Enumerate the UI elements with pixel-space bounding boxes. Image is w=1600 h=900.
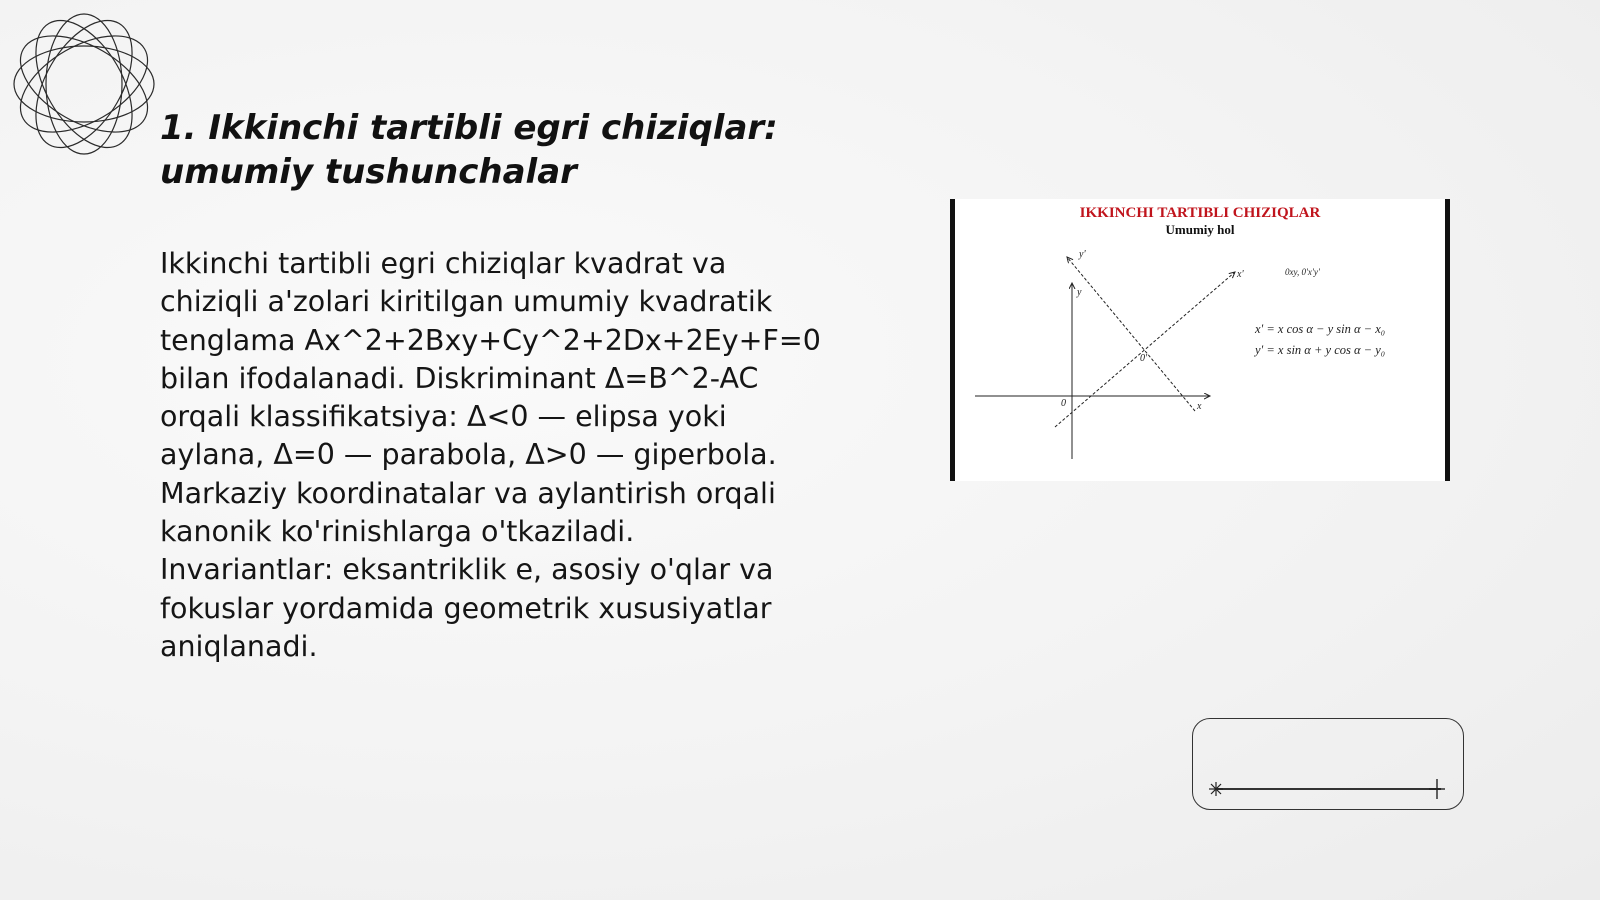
title-line-1: 1. Ikkinchi tartibli egri chiziqlar:: [160, 108, 778, 148]
paragraph-line: aylana, Δ=0 — parabola, Δ>0 — giperbola.: [160, 438, 777, 472]
paragraph-line: kanonik ko'rinishlarga o'tkaziladi.: [160, 515, 635, 549]
paragraph-line: bilan ifodalanadi. Diskriminant Δ=B^2-AC: [160, 361, 759, 395]
coordinate-figure: [950, 199, 1450, 481]
label-x: x: [1197, 401, 1202, 412]
paragraph-line: Invariantlar: eksantriklik e, asosiy o'qlar va: [160, 553, 774, 587]
crosshair-icon[interactable]: [1427, 779, 1447, 799]
paragraph-line: Ikkinchi tartibli egri chiziqlar kvadrat va: [160, 247, 727, 280]
paragraph-line: Markaziy koordinatalar va aylantirish orqali: [160, 476, 776, 510]
rosette-icon: [10, 10, 158, 158]
title-line-2: umumiy tushunchalar: [160, 152, 577, 192]
label-y: y: [1077, 287, 1082, 298]
slider-control[interactable]: [1192, 718, 1464, 810]
axes-diagram: [955, 199, 1445, 481]
label-coordinate-systems: 0xy, 0'x'y': [1285, 267, 1320, 277]
paragraph-line: tenglama Ax^2+2Bxy+Cy^2+2Dx+2Ey+F=0: [160, 323, 821, 357]
slide-title: [160, 106, 840, 194]
slider-track[interactable]: [1215, 788, 1441, 790]
paragraph-line: chiziqli a'zolari kiritilgan umumiy kvadratik: [160, 285, 773, 319]
label-origin: 0: [1061, 398, 1066, 409]
equation-x-prime: x' = x cos α − y sin α − x₀: [1255, 322, 1386, 336]
equation-y-prime: y' = x sin α + y cos α − y₀: [1255, 343, 1386, 357]
sparkle-icon: [1209, 782, 1223, 796]
figure-subtitle: Umumiy hol: [1165, 222, 1235, 237]
y-prime-axis: [1067, 257, 1195, 411]
paragraph-line: fokuslar yordamida geometrik xususiyatlar: [160, 591, 772, 625]
paragraph-line: aniqlanadi.: [160, 629, 318, 663]
label-x-prime: x': [1237, 269, 1244, 280]
x-prime-axis: [1055, 272, 1235, 427]
label-origin-prime: 0': [1140, 353, 1148, 364]
label-y-prime: y': [1079, 249, 1086, 260]
figure-title: IKKINCHI TARTIBLI CHIZIQLAR: [1079, 205, 1321, 221]
slide-paragraph: [160, 245, 840, 666]
paragraph-line: orqali klassifikatsiya: Δ<0 — elipsa yoki: [160, 400, 727, 434]
